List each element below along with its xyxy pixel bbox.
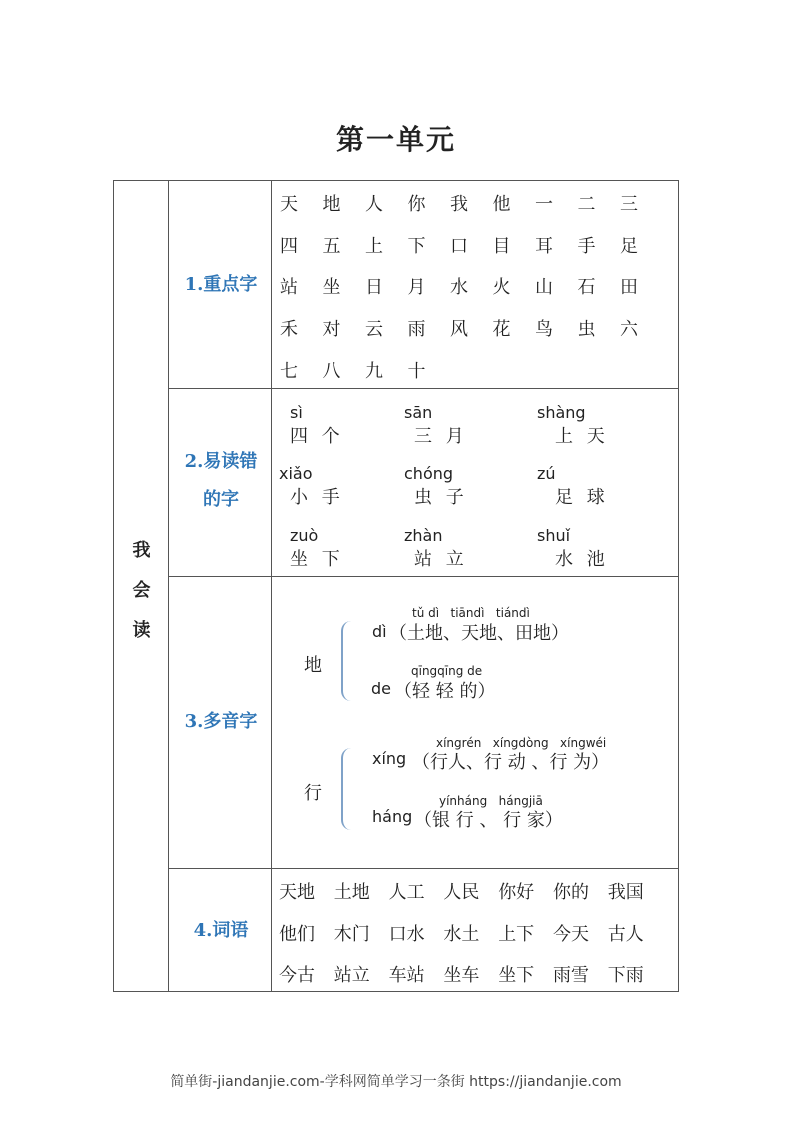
key-char: 耳 xyxy=(535,235,553,257)
key-char: 一 xyxy=(535,194,553,215)
divider xyxy=(169,576,678,577)
ruby: qīngqīng de xyxy=(411,664,483,678)
reading: de xyxy=(371,679,391,698)
key-char: 我 xyxy=(450,194,468,215)
chars: 虫 子 xyxy=(414,487,468,508)
word: 天地 xyxy=(279,882,315,903)
chars: 上 天 xyxy=(555,426,609,447)
key-char: 目 xyxy=(492,235,511,257)
key-char: 日 xyxy=(365,277,383,299)
chars: 四 个 xyxy=(290,426,344,447)
key-char: 十 xyxy=(407,360,426,382)
key-char: 三 xyxy=(620,194,638,215)
word: 坐车 xyxy=(443,965,480,986)
pinyin: zú xyxy=(537,464,556,483)
divider xyxy=(169,388,678,389)
word: 今天 xyxy=(553,923,589,945)
word: 下雨 xyxy=(607,965,644,986)
side-label xyxy=(114,531,169,651)
key-char: 上 xyxy=(365,235,383,257)
key-char: 水 xyxy=(450,277,468,299)
chars: 坐 下 xyxy=(290,549,344,570)
reading: xíng xyxy=(372,749,407,768)
ruby: tǔ dì tiāndì tiándì xyxy=(412,606,530,620)
label-line: 的字 xyxy=(203,489,239,510)
key-char: 你 xyxy=(407,194,426,215)
key-char: 人 xyxy=(365,194,383,215)
word: 车站 xyxy=(388,965,425,986)
word: 古人 xyxy=(607,923,644,945)
word: 人工 xyxy=(388,882,425,903)
key-char: 禾 xyxy=(280,319,298,341)
key-char: 坐 xyxy=(322,277,341,299)
key-char: 五 xyxy=(322,235,341,257)
chars: 足 球 xyxy=(555,487,609,508)
side-char: 我 xyxy=(132,540,151,561)
key-char: 石 xyxy=(577,277,596,299)
word: 我国 xyxy=(607,882,644,903)
chars: 小 手 xyxy=(290,487,344,508)
footer: 简单街-jiandanjie.com-学科网简单学习一条街 https://jiandanjie.com xyxy=(170,1074,622,1090)
words: （行人、行 动 、行 为） xyxy=(412,752,610,773)
pinyin: shuǐ xyxy=(537,526,571,545)
word: 坐下 xyxy=(498,965,535,986)
words: （银 行 、 行 家） xyxy=(414,810,563,831)
word: 他们 xyxy=(279,923,315,945)
words: （轻 轻 的） xyxy=(394,681,496,702)
key-char: 鸟 xyxy=(535,319,553,341)
key-char: 足 xyxy=(620,235,638,257)
section-label-words: 4.词语 xyxy=(193,920,249,941)
divider xyxy=(169,868,678,869)
pinyin: chóng xyxy=(404,464,454,483)
key-char: 二 xyxy=(577,194,596,215)
label-line: 2.易读错 xyxy=(184,451,258,472)
section-label-error-prone xyxy=(170,443,272,519)
word: 人民 xyxy=(443,882,480,903)
key-char: 八 xyxy=(322,360,341,382)
chars: 三 月 xyxy=(414,426,468,447)
words: （土地、天地、田地） xyxy=(389,623,569,644)
word: 口水 xyxy=(388,923,425,945)
word: 雨雪 xyxy=(553,965,589,986)
side-char: 读 xyxy=(132,620,151,641)
word: 站立 xyxy=(333,965,370,986)
word: 水土 xyxy=(443,923,480,945)
section-label-key-chars: 1.重点字 xyxy=(184,274,258,295)
key-char: 九 xyxy=(365,360,383,382)
ruby: yínháng hángjiā xyxy=(439,794,543,808)
word: 木门 xyxy=(333,923,370,945)
pinyin: zhàn xyxy=(404,526,443,545)
vocab-table xyxy=(113,180,679,992)
brace-icon xyxy=(341,621,357,701)
key-char: 对 xyxy=(322,319,341,341)
key-char: 地 xyxy=(322,194,341,215)
key-char: 花 xyxy=(492,319,511,341)
key-char: 七 xyxy=(280,360,298,382)
pinyin: xiǎo xyxy=(279,464,313,483)
chars: 站 立 xyxy=(414,549,468,570)
brace-icon xyxy=(341,748,357,830)
key-char: 六 xyxy=(620,319,638,341)
word: 今古 xyxy=(279,965,315,986)
key-char: 月 xyxy=(407,277,426,299)
key-char: 火 xyxy=(492,277,511,299)
key-char: 下 xyxy=(407,235,426,257)
reading: dì xyxy=(372,622,387,641)
ruby: xíngrén xíngdòng xíngwéi xyxy=(436,736,607,750)
pinyin: zuò xyxy=(290,526,319,545)
pinyin: sì xyxy=(290,403,303,422)
word: 你的 xyxy=(553,882,589,903)
word: 上下 xyxy=(498,923,535,945)
reading: háng xyxy=(372,807,413,826)
page-title: 第一单元 xyxy=(335,123,456,156)
key-char: 站 xyxy=(280,277,298,299)
key-char: 山 xyxy=(535,277,553,299)
key-char: 四 xyxy=(280,235,298,257)
key-char: 手 xyxy=(577,235,596,257)
section-label-polyphones: 3.多音字 xyxy=(184,711,258,732)
pinyin: sān xyxy=(404,403,433,422)
polyphone-char: 行 xyxy=(304,783,322,804)
pinyin: shàng xyxy=(537,403,586,422)
key-char: 虫 xyxy=(577,319,596,341)
key-char: 风 xyxy=(450,319,468,341)
key-char: 天 xyxy=(280,194,298,215)
side-char: 会 xyxy=(132,580,151,601)
polyphone-char: 地 xyxy=(304,655,322,676)
key-char: 田 xyxy=(620,277,638,299)
key-char: 他 xyxy=(492,194,511,215)
chars: 水 池 xyxy=(555,549,609,570)
key-char: 雨 xyxy=(407,319,426,341)
key-char: 口 xyxy=(450,235,468,257)
word: 土地 xyxy=(333,882,370,903)
word: 你好 xyxy=(498,882,535,903)
key-char: 云 xyxy=(365,319,383,341)
